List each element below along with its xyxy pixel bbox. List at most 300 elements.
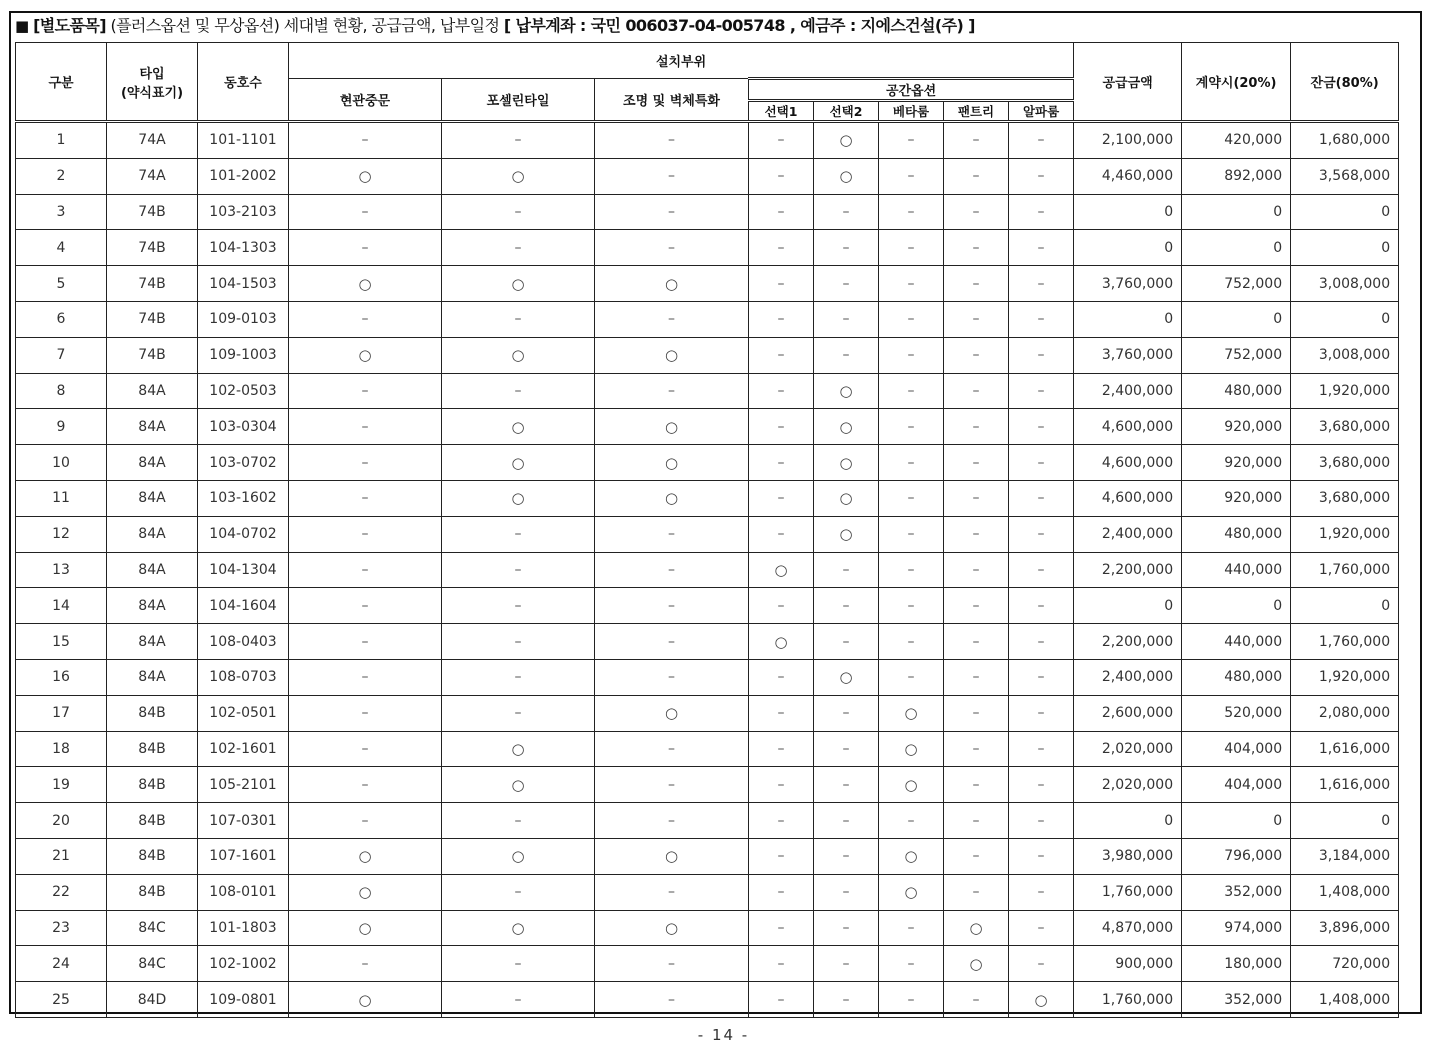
cell-contract: 892,000 [1182, 158, 1291, 194]
cell-contract: 480,000 [1182, 516, 1291, 552]
cell-choice1: – [749, 337, 814, 373]
header-unit: 동호수 [198, 43, 289, 122]
cell-lighting: – [595, 194, 749, 230]
cell-balance: 2,080,000 [1291, 695, 1399, 731]
header-porcelain-tile: 포셀린타일 [442, 79, 595, 122]
cell-no: 24 [16, 946, 107, 982]
table-row [16, 337, 1399, 373]
cell-supply: 4,600,000 [1074, 445, 1182, 481]
table-header [16, 43, 1399, 122]
cell-type: 84C [107, 910, 198, 946]
cell-choice1: – [749, 767, 814, 803]
cell-unit: 101-2002 [198, 158, 289, 194]
cell-entrance: – [289, 767, 442, 803]
table-row [16, 874, 1399, 910]
cell-balance: 1,408,000 [1291, 874, 1399, 910]
cell-beta: – [879, 337, 944, 373]
cell-alpha: – [1009, 659, 1074, 695]
option-table [15, 42, 1399, 1018]
cell-contract: 352,000 [1182, 874, 1291, 910]
cell-beta: – [879, 409, 944, 445]
cell-type: 84D [107, 982, 198, 1018]
cell-no: 2 [16, 158, 107, 194]
cell-porcelain: – [442, 122, 595, 159]
cell-lighting: – [595, 803, 749, 839]
cell-type: 84B [107, 874, 198, 910]
cell-lighting: ○ [595, 445, 749, 481]
cell-unit: 102-0503 [198, 373, 289, 409]
cell-lighting: ○ [595, 695, 749, 731]
cell-choice2: ○ [814, 158, 879, 194]
cell-choice2: – [814, 266, 879, 302]
cell-choice1: ○ [749, 552, 814, 588]
cell-no: 13 [16, 552, 107, 588]
cell-no: 5 [16, 266, 107, 302]
cell-choice1: – [749, 373, 814, 409]
cell-pantry: – [944, 803, 1009, 839]
cell-supply: 1,760,000 [1074, 982, 1182, 1018]
cell-no: 1 [16, 122, 107, 159]
cell-type: 84A [107, 624, 198, 660]
cell-supply: 2,200,000 [1074, 552, 1182, 588]
cell-beta: – [879, 516, 944, 552]
cell-pantry: – [944, 516, 1009, 552]
table-row [16, 301, 1399, 337]
cell-choice1: – [749, 230, 814, 266]
cell-type: 84B [107, 767, 198, 803]
cell-balance: 1,408,000 [1291, 982, 1399, 1018]
title-account-info: [ 납부계좌 : 국민 006037-04-005748 , 예금주 : 지에스건설(주) ] [503, 16, 975, 35]
cell-contract: 404,000 [1182, 767, 1291, 803]
cell-contract: 180,000 [1182, 946, 1291, 982]
cell-entrance: – [289, 659, 442, 695]
cell-balance: 1,920,000 [1291, 516, 1399, 552]
cell-entrance: – [289, 409, 442, 445]
cell-supply: 3,760,000 [1074, 337, 1182, 373]
cell-no: 21 [16, 838, 107, 874]
header-entrance-door: 현관중문 [289, 79, 442, 122]
cell-choice1: – [749, 409, 814, 445]
cell-alpha: – [1009, 337, 1074, 373]
cell-porcelain: ○ [442, 910, 595, 946]
cell-contract: 480,000 [1182, 659, 1291, 695]
cell-choice2: ○ [814, 122, 879, 159]
cell-unit: 108-0703 [198, 659, 289, 695]
table-row [16, 409, 1399, 445]
cell-choice1: – [749, 158, 814, 194]
cell-entrance: – [289, 588, 442, 624]
cell-supply: 2,020,000 [1074, 731, 1182, 767]
cell-pantry: – [944, 767, 1009, 803]
cell-choice2: – [814, 337, 879, 373]
cell-unit: 107-1601 [198, 838, 289, 874]
cell-pantry: – [944, 122, 1009, 159]
cell-entrance: – [289, 624, 442, 660]
cell-alpha: – [1009, 301, 1074, 337]
cell-choice2: – [814, 624, 879, 660]
cell-balance: 1,920,000 [1291, 659, 1399, 695]
cell-choice2: ○ [814, 373, 879, 409]
cell-no: 23 [16, 910, 107, 946]
cell-unit: 103-0702 [198, 445, 289, 481]
cell-no: 11 [16, 480, 107, 516]
cell-no: 7 [16, 337, 107, 373]
cell-unit: 108-0101 [198, 874, 289, 910]
cell-type: 84A [107, 445, 198, 481]
cell-no: 14 [16, 588, 107, 624]
cell-entrance: ○ [289, 337, 442, 373]
cell-choice1: – [749, 445, 814, 481]
cell-choice2: – [814, 982, 879, 1018]
cell-unit: 104-1503 [198, 266, 289, 302]
cell-unit: 105-2101 [198, 767, 289, 803]
cell-balance: 1,616,000 [1291, 731, 1399, 767]
cell-type: 84A [107, 552, 198, 588]
cell-contract: 920,000 [1182, 409, 1291, 445]
cell-porcelain: – [442, 982, 595, 1018]
cell-choice2: ○ [814, 516, 879, 552]
cell-entrance: – [289, 301, 442, 337]
cell-entrance: ○ [289, 838, 442, 874]
cell-balance: 1,760,000 [1291, 552, 1399, 588]
cell-alpha: – [1009, 624, 1074, 660]
cell-unit: 102-1002 [198, 946, 289, 982]
cell-type: 84A [107, 659, 198, 695]
cell-entrance: – [289, 803, 442, 839]
cell-alpha: – [1009, 552, 1074, 588]
cell-pantry: – [944, 158, 1009, 194]
cell-pantry: – [944, 731, 1009, 767]
cell-type: 84A [107, 516, 198, 552]
cell-beta: – [879, 552, 944, 588]
cell-entrance: – [289, 373, 442, 409]
cell-alpha: – [1009, 588, 1074, 624]
cell-unit: 103-2103 [198, 194, 289, 230]
header-contract-payment: 계약시(20%) [1182, 43, 1291, 122]
cell-type: 84C [107, 946, 198, 982]
cell-supply: 0 [1074, 588, 1182, 624]
cell-supply: 2,020,000 [1074, 767, 1182, 803]
cell-lighting: – [595, 767, 749, 803]
cell-type: 74B [107, 230, 198, 266]
cell-pantry: – [944, 695, 1009, 731]
cell-lighting: ○ [595, 337, 749, 373]
cell-beta: – [879, 588, 944, 624]
cell-type: 84A [107, 480, 198, 516]
cell-unit: 104-1304 [198, 552, 289, 588]
page-title [15, 13, 975, 39]
cell-pantry: – [944, 982, 1009, 1018]
cell-choice2: – [814, 731, 879, 767]
cell-pantry: – [944, 409, 1009, 445]
cell-entrance: – [289, 552, 442, 588]
cell-alpha: – [1009, 838, 1074, 874]
cell-alpha: – [1009, 910, 1074, 946]
cell-entrance: – [289, 480, 442, 516]
cell-beta: ○ [879, 874, 944, 910]
cell-pantry: – [944, 266, 1009, 302]
cell-lighting: – [595, 230, 749, 266]
cell-porcelain: ○ [442, 445, 595, 481]
cell-type: 84B [107, 695, 198, 731]
cell-choice1: – [749, 731, 814, 767]
title-description: (플러스옵션 및 무상옵션) 세대별 현황, 공급금액, 납부일정 [110, 16, 500, 35]
cell-contract: 0 [1182, 803, 1291, 839]
cell-balance: 3,896,000 [1291, 910, 1399, 946]
header-balance-payment: 잔금(80%) [1291, 43, 1399, 122]
cell-no: 6 [16, 301, 107, 337]
header-type [107, 43, 198, 122]
cell-unit: 103-1602 [198, 480, 289, 516]
cell-porcelain: ○ [442, 731, 595, 767]
cell-supply: 0 [1074, 803, 1182, 839]
cell-lighting: ○ [595, 838, 749, 874]
cell-type: 84B [107, 838, 198, 874]
cell-unit: 107-0301 [198, 803, 289, 839]
cell-choice2: – [814, 910, 879, 946]
cell-choice1: – [749, 588, 814, 624]
cell-alpha: – [1009, 946, 1074, 982]
cell-unit: 101-1101 [198, 122, 289, 159]
cell-pantry: – [944, 301, 1009, 337]
cell-no: 3 [16, 194, 107, 230]
cell-lighting: – [595, 982, 749, 1018]
cell-supply: 0 [1074, 230, 1182, 266]
cell-unit: 109-0103 [198, 301, 289, 337]
table-row [16, 838, 1399, 874]
cell-no: 16 [16, 659, 107, 695]
cell-entrance: – [289, 194, 442, 230]
cell-unit: 104-1303 [198, 230, 289, 266]
cell-porcelain: – [442, 230, 595, 266]
cell-contract: 752,000 [1182, 337, 1291, 373]
cell-beta: – [879, 480, 944, 516]
cell-no: 20 [16, 803, 107, 839]
cell-choice1: – [749, 838, 814, 874]
cell-contract: 440,000 [1182, 624, 1291, 660]
cell-porcelain: – [442, 194, 595, 230]
cell-type: 84B [107, 731, 198, 767]
cell-supply: 2,100,000 [1074, 122, 1182, 159]
cell-pantry: ○ [944, 946, 1009, 982]
cell-beta: ○ [879, 838, 944, 874]
table-row [16, 445, 1399, 481]
cell-supply: 4,870,000 [1074, 910, 1182, 946]
cell-alpha: – [1009, 695, 1074, 731]
cell-lighting: – [595, 122, 749, 159]
header-type-line2: (약식표기) [120, 85, 184, 101]
cell-choice2: – [814, 695, 879, 731]
cell-unit: 104-1604 [198, 588, 289, 624]
cell-balance: 1,680,000 [1291, 122, 1399, 159]
header-lighting-wall: 조명 및 벽체특화 [595, 79, 749, 122]
cell-alpha: – [1009, 266, 1074, 302]
cell-no: 17 [16, 695, 107, 731]
cell-choice1: – [749, 194, 814, 230]
cell-pantry: – [944, 194, 1009, 230]
cell-choice2: – [814, 588, 879, 624]
cell-supply: 2,600,000 [1074, 695, 1182, 731]
cell-type: 74A [107, 158, 198, 194]
cell-unit: 102-0501 [198, 695, 289, 731]
cell-alpha: – [1009, 480, 1074, 516]
cell-balance: 3,680,000 [1291, 409, 1399, 445]
cell-choice2: – [814, 874, 879, 910]
cell-contract: 0 [1182, 301, 1291, 337]
table-row [16, 480, 1399, 516]
cell-entrance: ○ [289, 874, 442, 910]
cell-unit: 108-0403 [198, 624, 289, 660]
cell-beta: – [879, 266, 944, 302]
cell-supply: 0 [1074, 194, 1182, 230]
table-row [16, 122, 1399, 159]
cell-entrance: ○ [289, 910, 442, 946]
cell-porcelain: ○ [442, 838, 595, 874]
cell-choice1: – [749, 874, 814, 910]
cell-lighting: – [595, 946, 749, 982]
cell-entrance: – [289, 695, 442, 731]
cell-supply: 4,460,000 [1074, 158, 1182, 194]
cell-type: 84A [107, 409, 198, 445]
cell-beta: – [879, 373, 944, 409]
cell-entrance: – [289, 946, 442, 982]
cell-contract: 974,000 [1182, 910, 1291, 946]
cell-no: 12 [16, 516, 107, 552]
cell-alpha: – [1009, 158, 1074, 194]
cell-choice1: – [749, 695, 814, 731]
cell-supply: 3,980,000 [1074, 838, 1182, 874]
cell-contract: 796,000 [1182, 838, 1291, 874]
cell-lighting: ○ [595, 409, 749, 445]
cell-alpha: – [1009, 874, 1074, 910]
cell-pantry: – [944, 373, 1009, 409]
cell-contract: 480,000 [1182, 373, 1291, 409]
cell-choice2: ○ [814, 659, 879, 695]
cell-alpha: ○ [1009, 982, 1074, 1018]
cell-unit: 102-1601 [198, 731, 289, 767]
cell-contract: 0 [1182, 230, 1291, 266]
cell-beta: – [879, 445, 944, 481]
cell-choice1: – [749, 982, 814, 1018]
cell-contract: 352,000 [1182, 982, 1291, 1018]
cell-balance: 0 [1291, 301, 1399, 337]
cell-supply: 2,400,000 [1074, 659, 1182, 695]
header-supply-amount: 공급금액 [1074, 43, 1182, 122]
cell-choice2: – [814, 552, 879, 588]
cell-porcelain: ○ [442, 337, 595, 373]
cell-entrance: ○ [289, 982, 442, 1018]
cell-lighting: – [595, 552, 749, 588]
header-choice1: 선택1 [749, 101, 814, 122]
cell-no: 25 [16, 982, 107, 1018]
cell-balance: 3,184,000 [1291, 838, 1399, 874]
cell-choice2: – [814, 194, 879, 230]
cell-choice1: – [749, 946, 814, 982]
cell-porcelain: – [442, 874, 595, 910]
cell-porcelain: – [442, 803, 595, 839]
cell-porcelain: – [442, 946, 595, 982]
cell-supply: 4,600,000 [1074, 480, 1182, 516]
cell-type: 74A [107, 122, 198, 159]
cell-no: 18 [16, 731, 107, 767]
cell-beta: – [879, 230, 944, 266]
cell-lighting: – [595, 301, 749, 337]
cell-porcelain: ○ [442, 767, 595, 803]
cell-choice1: – [749, 122, 814, 159]
cell-beta: – [879, 982, 944, 1018]
cell-balance: 3,568,000 [1291, 158, 1399, 194]
cell-choice2: – [814, 230, 879, 266]
header-install-location: 설치부위 [289, 43, 1074, 79]
header-type-line1: 타입 [139, 66, 165, 82]
cell-type: 74B [107, 194, 198, 230]
cell-no: 4 [16, 230, 107, 266]
cell-supply: 900,000 [1074, 946, 1182, 982]
cell-unit: 104-0702 [198, 516, 289, 552]
cell-alpha: – [1009, 803, 1074, 839]
cell-choice1: – [749, 910, 814, 946]
cell-choice1: – [749, 803, 814, 839]
cell-balance: 0 [1291, 588, 1399, 624]
cell-lighting: – [595, 373, 749, 409]
cell-lighting: – [595, 516, 749, 552]
table-row [16, 731, 1399, 767]
cell-lighting: – [595, 731, 749, 767]
cell-beta: – [879, 158, 944, 194]
table-row [16, 767, 1399, 803]
cell-alpha: – [1009, 230, 1074, 266]
cell-entrance: – [289, 731, 442, 767]
cell-pantry: – [944, 659, 1009, 695]
header-no: 구분 [16, 43, 107, 122]
cell-lighting: – [595, 588, 749, 624]
cell-pantry: – [944, 588, 1009, 624]
table-row [16, 266, 1399, 302]
cell-contract: 420,000 [1182, 122, 1291, 159]
cell-beta: – [879, 301, 944, 337]
cell-balance: 720,000 [1291, 946, 1399, 982]
cell-contract: 404,000 [1182, 731, 1291, 767]
header-choice2: 선택2 [814, 101, 879, 122]
cell-beta: – [879, 194, 944, 230]
cell-beta: ○ [879, 731, 944, 767]
table-row [16, 552, 1399, 588]
cell-beta: – [879, 946, 944, 982]
table-row [16, 946, 1399, 982]
cell-beta: ○ [879, 695, 944, 731]
cell-unit: 109-0801 [198, 982, 289, 1018]
cell-contract: 0 [1182, 588, 1291, 624]
cell-alpha: – [1009, 767, 1074, 803]
cell-choice1: – [749, 301, 814, 337]
cell-lighting: – [595, 158, 749, 194]
cell-contract: 920,000 [1182, 480, 1291, 516]
cell-type: 74B [107, 337, 198, 373]
cell-contract: 440,000 [1182, 552, 1291, 588]
cell-balance: 3,680,000 [1291, 480, 1399, 516]
header-beta-room: 베타룸 [879, 101, 944, 122]
cell-alpha: – [1009, 731, 1074, 767]
table-row [16, 158, 1399, 194]
cell-contract: 0 [1182, 194, 1291, 230]
cell-pantry: – [944, 624, 1009, 660]
square-bullet-icon: ■ [15, 17, 29, 35]
cell-contract: 920,000 [1182, 445, 1291, 481]
table-row [16, 695, 1399, 731]
cell-lighting: ○ [595, 910, 749, 946]
cell-alpha: – [1009, 409, 1074, 445]
cell-no: 8 [16, 373, 107, 409]
